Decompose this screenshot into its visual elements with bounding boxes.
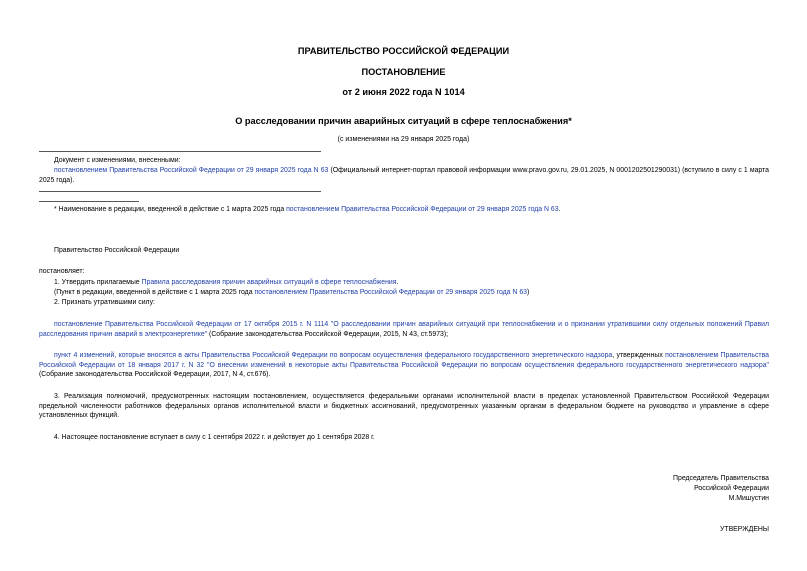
paragraph-4: 4. Настоящее постановление вступает в силу с 1 сентября 2022 г. и действует до 1 сентября 2028 г. — [54, 434, 375, 441]
signature-position: Председатель Правительства — [673, 475, 769, 482]
paragraph-1-note: (Пункт в редакции, введенной в действие с 1 марта 2025 года постановлением Правительства Российской Федерации от 29 января 2025 года N 63) — [54, 289, 530, 296]
signature-name: М.Мишустин — [728, 495, 769, 502]
document-date: от 2 июня 2022 года N 1014 — [342, 87, 465, 97]
rules-link[interactable]: Правила расследования причин аварийных ситуаций в сфере теплоснабжения — [141, 279, 397, 286]
approved-label: УТВЕРЖДЕНЫ — [720, 526, 769, 533]
repealed-item-2-resolution-link[interactable]: постановлением Правительства Российской Федерации от 18 января 2017 г. N 32 "О внесении изменений в некоторые акты Правительства Российской Федерации по вопросам осуществления федерального государственного энергетического надзора" — [39, 352, 769, 369]
government-heading: ПРАВИТЕЛЬСТВО РОССИЙСКОЙ ФЕДЕРАЦИИ — [297, 46, 510, 56]
footnote-separator — [39, 201, 139, 202]
paragraph-1: 1. Утвердить прилагаемые Правила расследования причин аварийных ситуаций в сфере теплоснабжения. — [54, 279, 399, 286]
document-type: ПОСТАНОВЛЕНИЕ — [361, 67, 446, 77]
footnote-link[interactable]: постановлением Правительства Российской Федерации от 29 января 2025 года N 63 — [286, 206, 559, 213]
repealed-item-1: постановление Правительства Российской Федерации от 17 октября 2015 г. N 1114 "О расследовании причин аварийных ситуаций при теплоснабжении и о признании утратившими силу отдельных положений Правил расследования причин аварий в электроэнергетике" (Собрание законодательства Российской Федерации, 2015, N 43, ст.5973); — [39, 321, 769, 338]
signature-country: Российской Федерации — [694, 485, 769, 492]
changes-link[interactable]: постановлением Правительства Российской Федерации от 29 января 2025 года N 63 — [54, 167, 329, 174]
paragraph-2: 2. Признать утратившими силу: — [54, 299, 155, 306]
repealed-item-2-link[interactable]: пункт 4 изменений, которые вносятся в акты Правительства Российской Федерации по вопросам осуществления федерального государственного энергетического надзора — [54, 352, 613, 359]
changes-paragraph — [39, 166, 769, 185]
separator-line — [39, 191, 321, 192]
footnote: * Наименование в редакции, введенной в действие с 1 марта 2025 года постановлением Правительства Российской Федерации от 29 января 2025 года N 63. — [54, 206, 561, 213]
changes-intro: Документ с изменениями, внесенными: — [54, 157, 181, 164]
paragraph-1-note-link[interactable]: постановлением Правительства Российской Федерации от 29 января 2025 года N 63 — [254, 289, 527, 296]
separator-line — [39, 151, 321, 152]
paragraph-3: 3. Реализация полномочий, предусмотренных настоящим постановлением, осуществляется федеральными органами исполнительной власти в пределах установленной Правительством Российской Федерации предельной численности работников федеральных органов исполнительной власти и бюджетных ассигнований, предусмотренных указанным органам в федеральном бюджете на руководство и управление в сфере установленных функций. — [39, 393, 769, 420]
repealed-item-1-link[interactable]: постановление Правительства Российской Федерации от 17 октября 2015 г. N 1114 "О расследовании причин аварийных ситуаций при теплоснабжении и о признании утратившими силу отдельных положений Правил расследования причин аварий в электроэнергетике" — [39, 321, 769, 338]
changes-rest: (Официальный интернет-портал правовой информации www.pravo.gov.ru, 29.01.2025, N 0001202501290031) (вступило в силу с 1 марта 2025 года). — [39, 167, 769, 184]
government-subject: Правительство Российской Федерации — [54, 247, 180, 254]
document-title: О расследовании причин аварийных ситуаций в сфере теплоснабжения* — [235, 116, 572, 126]
repealed-item-2: пункт 4 изменений, которые вносятся в акты Правительства Российской Федерации по вопросам осуществления федерального государственного энергетического надзора, утвержденных постановлением Правительства Российской Федерации от 18 января 2017 г. N 32 "О внесении изменений в некоторые акты Правительства Российской Федерации по вопросам осуществления федерального государственного энергетического надзора" (Собрание законодательства Российской Федерации, 2017, N 4, ст.676). — [39, 352, 769, 379]
amendment-note: (с изменениями на 29 января 2025 года) — [337, 136, 470, 143]
resolves-label: постановляет: — [39, 268, 85, 275]
footnote-text: * Наименование в редакции, введенной в действие с 1 марта 2025 года — [54, 206, 287, 213]
